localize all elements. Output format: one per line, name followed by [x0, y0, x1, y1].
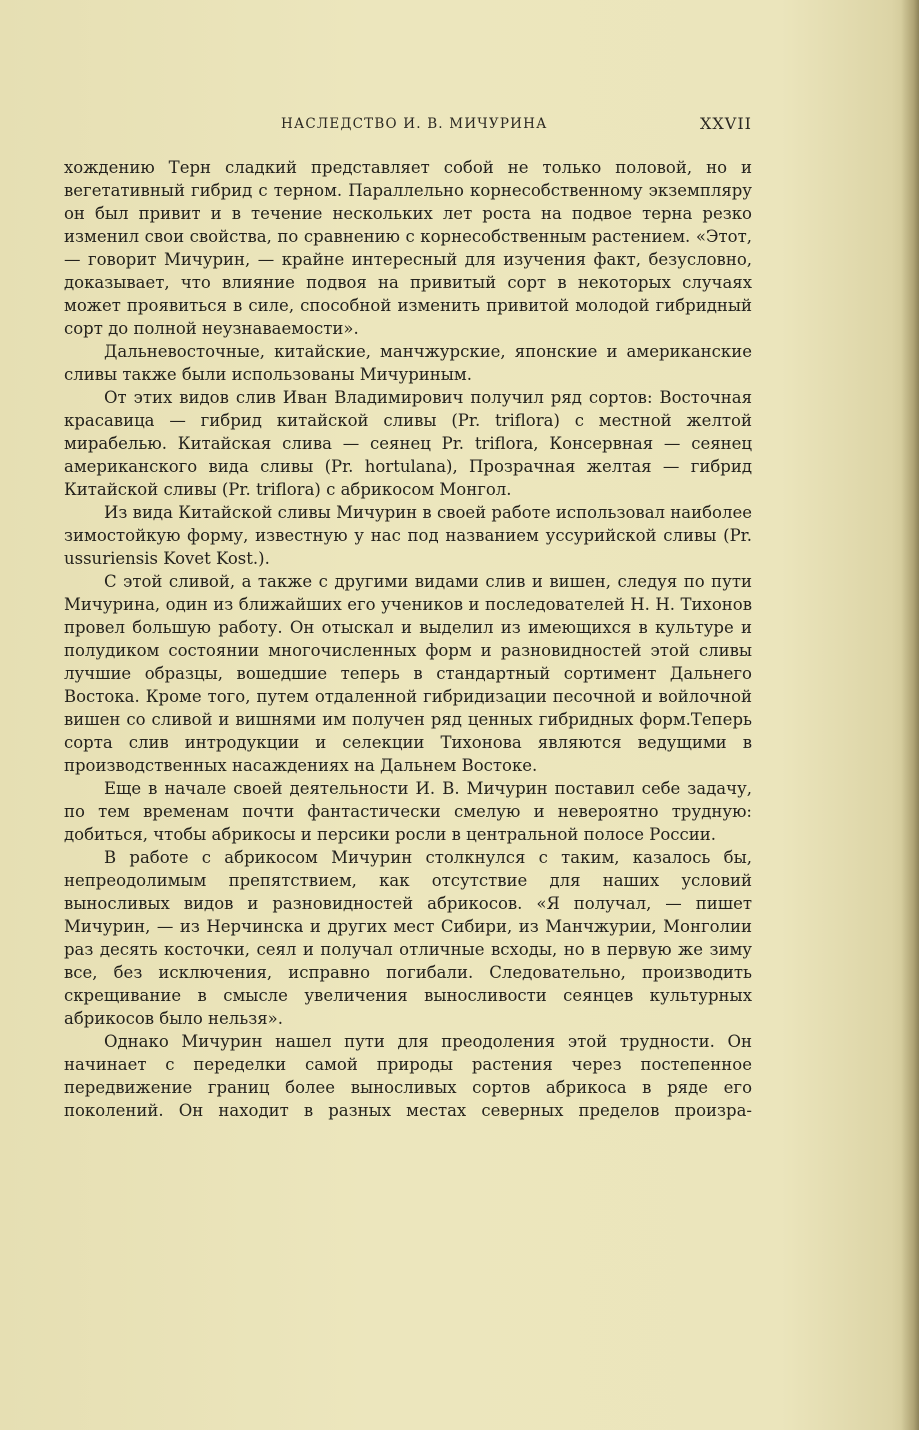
paragraph: Дальневосточные, китайские, манчжурские, японские и американские сливы также были использованы Мичуриным. — [64, 342, 752, 384]
page-edge-shadow — [901, 0, 919, 1430]
paragraph: С этой сливой, а также с другими видами слив и вишен, следуя по пути Мичурина, один из ближайших его учеников и последователей Н. Н. Тихонов провел большую работу. Он отыскал и выделил из имеющихся в культуре и полудиком состоянии многочисленных форм и разновидностей этой сливы лучшие образцы, вошедшие теперь в стандартный сортимент Дальнего Востока. Кроме того, путем отдаленной гибридизации песочной и войлочной вишен со сливой и вишнями им получен ряд ценных гибридных форм.Теперь сорта слив интродукции и селекции Тихонова являются ведущими в производственных насаждениях на Дальнем Востоке. — [64, 572, 752, 775]
paragraph: Из вида Китайской сливы Мичурин в своей работе использовал наиболее зимостойкую форму, известную у нас под названием уссурийской сливы (Pr. ussuriensis Kovet Kost.). — [64, 503, 752, 568]
body-text — [64, 156, 752, 1122]
page-number: XXVII — [700, 114, 752, 133]
paragraph: хождению Терн сладкий представляет собой не только половой, но и вегетативный гибрид с терном. Параллельно корнесобственному экземпляру он был привит и в течение нескольких лет роста на подвое терна резко изменил свои свойства, по сравнению с корнесобственным растением. «Этот, — говорит Мичурин, — крайне интересный для изучения факт, безусловно, доказывает, что влияние подвоя на привитый сорт в некоторых случаях может проявиться в силе, способной изменить привитой молодой гибридный сорт до полной неузнаваемости». — [64, 158, 752, 338]
running-title: НАСЛЕДСТВО И. В. МИЧУРИНА — [281, 116, 548, 132]
paragraph: Еще в начале своей деятельности И. В. Мичурин поставил себе задачу, по тем временам почти фантастически смелую и невероятно трудную: добиться, чтобы абрикосы и персики росли в центральной полосе России. — [64, 779, 752, 844]
paragraph: В работе с абрикосом Мичурин столкнулся с таким, казалось бы, непреодолимым препятствием, как отсутствие для наших условий выносливых видов и разновидностей абрикосов. «Я получал, — пишет Мичурин, — из Нерчинска и других мест Сибири, из Манчжурии, Монголии раз десять косточки, сеял и получал отличные всходы, но в первую же зиму все, без исключения, исправно погибали. Следовательно, производить скрещивание в смысле увеличения выносливости сеянцев культурных абрикосов было нельзя». — [64, 848, 752, 1028]
paragraph: От этих видов слив Иван Владимирович получил ряд сортов: Восточная красавица — гибрид китайской сливы (Pr. triflora) с местной желтой мирабелью. Китайская слива — сеянец Pr. triflora, Консервная — сеянец американского вида сливы (Pr. hortulana), Прозрачная желтая — гибрид Китайской сливы (Pr. triflora) с абрикосом Монгол. — [64, 388, 752, 499]
page-header — [64, 116, 752, 138]
paragraph: Однако Мичурин нашел пути для преодоления этой трудности. Он начинает с переделки самой природы растения через постепенное передвижение границ более выносливых сортов абрикоса в ряде его поколений. Он находит в разных местах северных пределов произра- — [64, 1032, 752, 1120]
